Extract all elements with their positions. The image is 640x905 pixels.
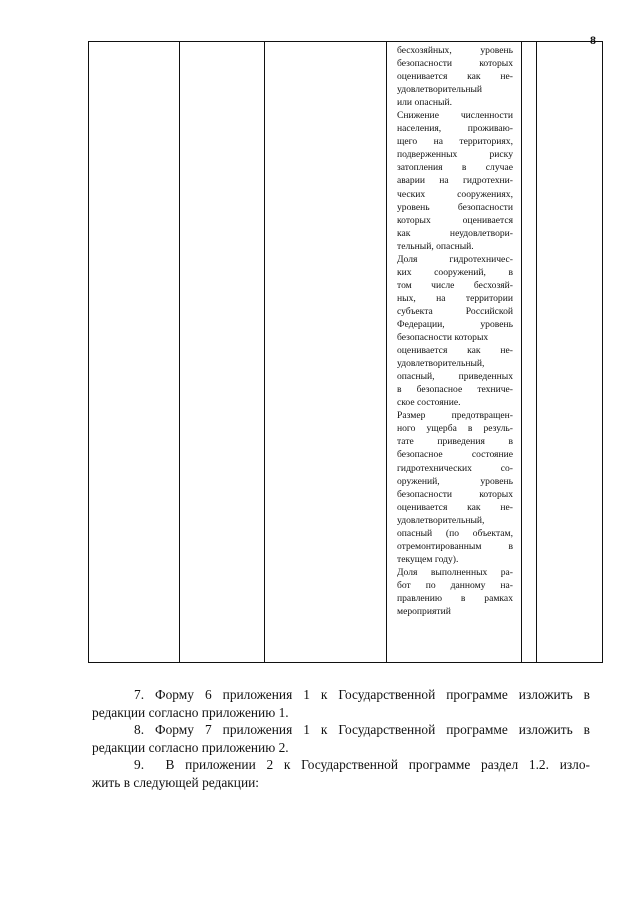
- table-column-divider: [521, 42, 522, 662]
- cell-line: удовлетворительный: [397, 84, 483, 96]
- cell-line: безопасности которых: [397, 58, 513, 70]
- cell-line: оружений, уровень: [397, 475, 513, 487]
- cell-line: в безопасное техниче-: [397, 384, 513, 396]
- cell-line: опасный (по объектам,: [397, 527, 513, 539]
- table-column-divider: [264, 42, 265, 662]
- table-column-divider: [179, 42, 180, 662]
- page-number: 8: [590, 33, 596, 47]
- cell-line: оценивается как не-: [397, 71, 513, 83]
- cell-line: бот по данному на-: [397, 579, 513, 591]
- cell-line: гидротехнических со-: [397, 462, 513, 474]
- cell-line: уровень безопасности: [397, 201, 513, 213]
- paragraph-line: 9. В приложении 2 к Государственной программе раздел 1.2. изло-: [134, 757, 590, 772]
- cell-line: тельный, опасный.: [397, 240, 474, 252]
- cell-line: как неудовлетвори-: [397, 227, 513, 239]
- cell-line: безопасности которых: [397, 488, 513, 500]
- cell-line: бесхозяйных, уровень: [397, 45, 513, 56]
- cell-line: субъекта Российской: [397, 305, 513, 317]
- cell-line: ческих сооружениях,: [397, 188, 513, 200]
- cell-line: ких сооружений, в: [397, 266, 513, 278]
- cell-line: Доля гидротехничес-: [397, 253, 513, 265]
- cell-line: правлению в рамках: [397, 592, 513, 604]
- cell-line: удовлетворительный,: [397, 514, 485, 526]
- paragraph-line: 7. Форму 6 приложения 1 к Государственной программе изложить в: [134, 687, 590, 702]
- cell-line: которых оценивается: [397, 214, 513, 226]
- cell-line: или опасный.: [397, 97, 453, 109]
- indicators-table: [88, 41, 603, 663]
- cell-line: щего на территориях,: [397, 136, 513, 148]
- paragraph-line: жить в следующей редакции:: [92, 774, 260, 790]
- cell-line: ское состояние.: [397, 397, 461, 409]
- cell-line: тате приведения в: [397, 436, 513, 448]
- indicator-cell-text: [397, 44, 513, 618]
- table-column-divider: [536, 42, 537, 662]
- cell-line: оценивается как не-: [397, 501, 513, 513]
- body-paragraphs: [92, 686, 590, 791]
- cell-line: подверженных риску: [397, 149, 513, 161]
- cell-line: мероприятий: [397, 606, 451, 618]
- cell-line: отремонтированным в: [397, 540, 513, 552]
- paragraph-line: 8. Форму 7 приложения 1 к Государственной программе изложить в: [134, 722, 590, 737]
- cell-line: оценивается как не-: [397, 345, 513, 357]
- cell-line: Доля выполненных ра-: [397, 566, 513, 578]
- cell-line: ного ущерба в резуль-: [397, 423, 513, 435]
- cell-line: аварии на гидротехни-: [397, 175, 513, 187]
- cell-line: Размер предотвращен-: [397, 410, 513, 422]
- cell-line: Федерации, уровень: [397, 318, 513, 330]
- paragraph-line: редакции согласно приложению 1.: [92, 704, 289, 720]
- cell-line: удовлетворительный,: [397, 358, 485, 370]
- cell-line: безопасное состояние: [397, 449, 513, 461]
- cell-line: безопасности которых: [397, 332, 489, 344]
- cell-line: Снижение численности: [397, 110, 513, 122]
- cell-line: опасный, приведенных: [397, 371, 513, 383]
- cell-line: затопления в случае: [397, 162, 513, 174]
- table-column-divider: [386, 42, 387, 662]
- cell-line: ных, на территории: [397, 292, 513, 304]
- cell-line: населения, проживаю-: [397, 123, 513, 135]
- paragraph-line: редакции согласно приложению 2.: [92, 739, 289, 755]
- cell-line: текущем году).: [397, 553, 459, 565]
- cell-line: том числе бесхозяй-: [397, 279, 513, 291]
